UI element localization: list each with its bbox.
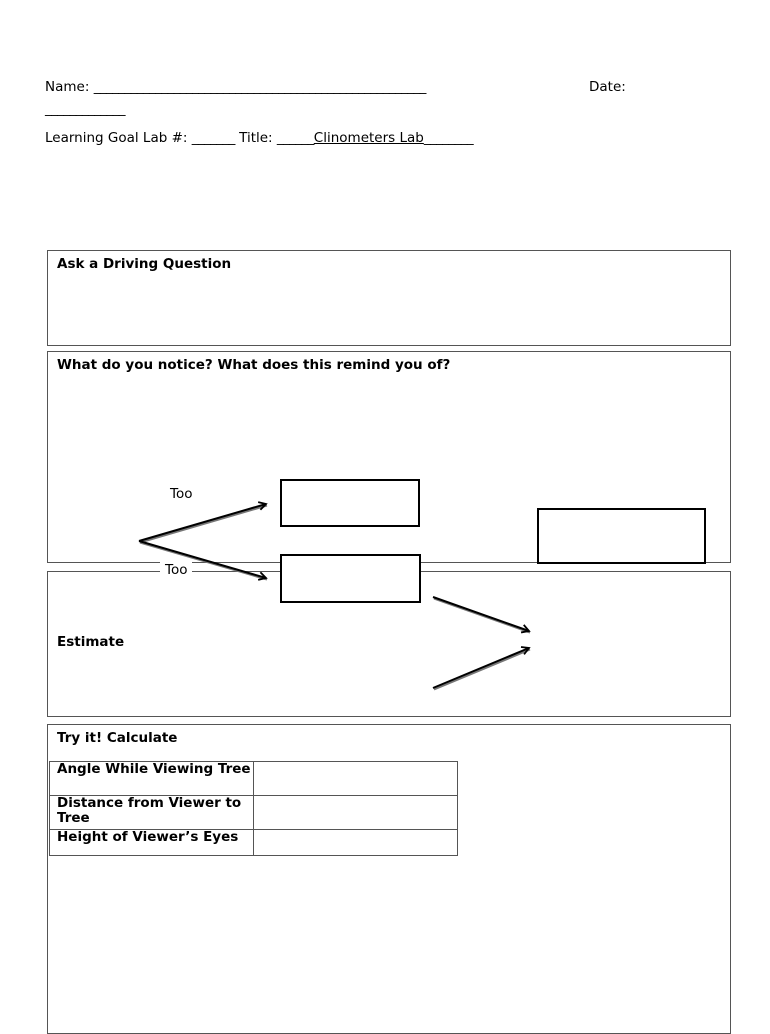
angle-label: Angle While Viewing Tree xyxy=(50,762,254,796)
name-blank[interactable]: ______________________________________________________ xyxy=(93,79,426,95)
arrow-upper xyxy=(139,504,266,541)
lab-number-blank[interactable]: _______ xyxy=(191,130,235,146)
date-label: Date: xyxy=(589,79,626,95)
title-blank-pre: ______ xyxy=(276,130,314,146)
notice-heading: What do you notice? What does this remind you of? xyxy=(57,357,451,373)
too-label-top: Too xyxy=(165,486,197,502)
arrow-converge-bottom xyxy=(433,648,529,688)
driving-question-heading: Ask a Driving Question xyxy=(57,256,232,272)
arrow-converge-top xyxy=(433,597,529,631)
too-label-bottom: Too xyxy=(160,562,192,578)
distance-label: Distance from Viewer to Tree xyxy=(50,796,254,830)
title-blank-post: ________ xyxy=(423,130,474,146)
date-blank[interactable]: _____________ xyxy=(45,101,125,117)
name-label: Name: xyxy=(45,79,90,95)
answer-box-upper[interactable] xyxy=(280,479,420,527)
answer-box-result[interactable] xyxy=(537,508,706,564)
estimate-heading: Estimate xyxy=(57,634,125,650)
answer-box-lower[interactable] xyxy=(280,554,421,603)
title-value[interactable]: Clinometers Lab xyxy=(313,130,424,146)
eye-height-label: Height of Viewer’s Eyes xyxy=(50,830,254,856)
lab-number-label: Learning Goal Lab #: xyxy=(45,130,188,146)
title-label: Title: xyxy=(239,130,273,146)
calculate-heading: Try it! Calculate xyxy=(57,730,178,746)
arrow-lower xyxy=(139,541,266,578)
